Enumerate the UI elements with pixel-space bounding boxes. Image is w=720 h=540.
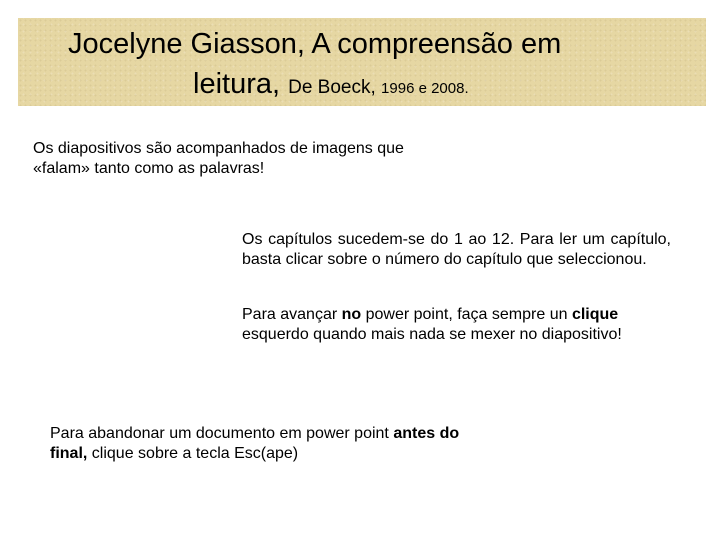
exit-text-1: Para abandonar um documento em power point [50, 425, 394, 442]
paragraph-chapters: Os capítulos sucedem-se do 1 ao 12. Para ler um capítulo, basta clicar sobre o número do capítulo que seleccionou. [242, 231, 671, 268]
exit-bold-antes: antes do final, [50, 425, 460, 462]
paragraph-advance [242, 305, 682, 345]
slide-title-line2 [193, 66, 469, 107]
title-part-years: 1996 e 2008. [381, 80, 469, 97]
title-part-leitura: leitura, [193, 68, 289, 100]
advance-bold-no: no [341, 306, 362, 323]
advance-text-1: Para avançar [242, 306, 342, 323]
advance-text-3: esquerdo quando mais nada se mexer no diapositivo! [242, 326, 622, 343]
slide-title-line1: Jocelyne Giasson, A compreensão em [68, 28, 562, 60]
paragraph-exit [50, 424, 470, 464]
advance-text-2: power point, faça sempre un [361, 306, 572, 323]
advance-bold-clique: clique [571, 306, 619, 323]
exit-text-2: clique sobre a tecla Esc(ape) [87, 445, 299, 462]
paragraph-images: Os diapositivos são acompanhados de imagens que «falam» tanto como as palavras! [33, 140, 404, 177]
title-part-publisher: De Boeck, [288, 77, 382, 98]
